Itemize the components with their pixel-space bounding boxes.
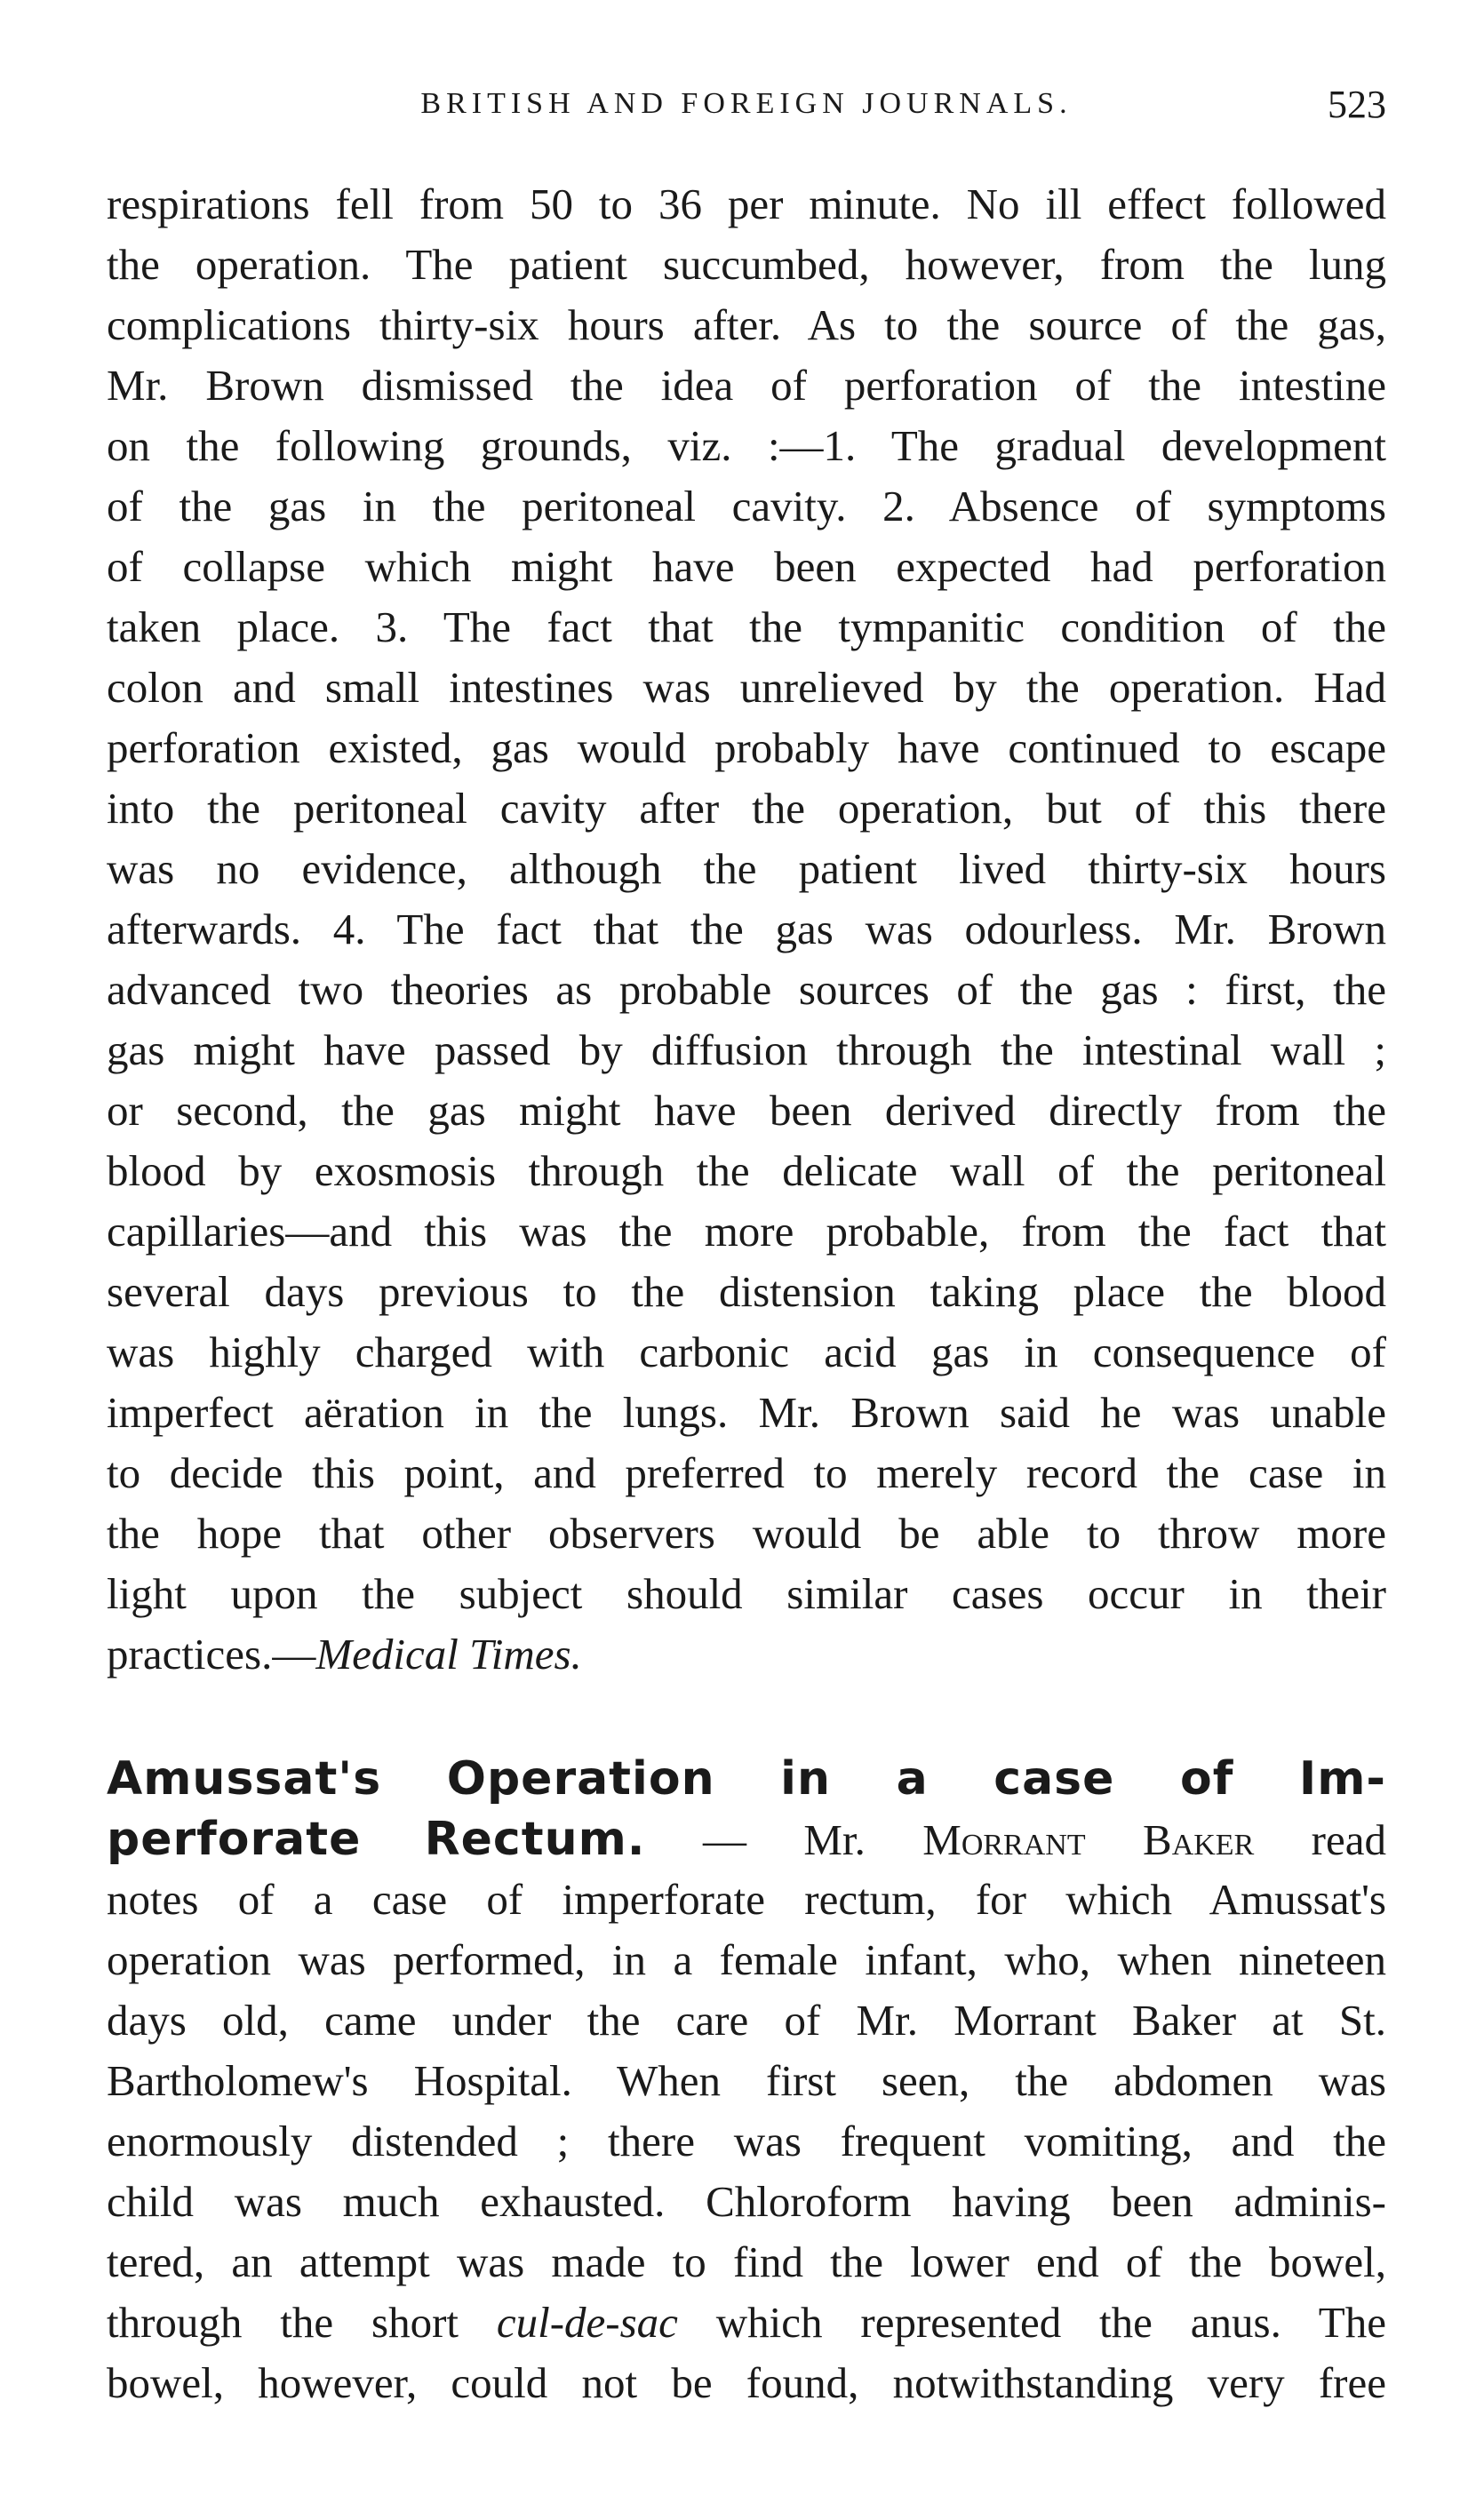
line-text-post: which represented the anus. The [677, 2298, 1386, 2347]
article-amussat-operation [107, 1749, 1386, 2413]
text-line: or second, the gas might have been derived directly from the [107, 1086, 1386, 1135]
text-line: several days previous to the distension taking place the blood [107, 1267, 1386, 1316]
body-text [107, 174, 1386, 2413]
text-line: on the following grounds, viz. :—1. The gradual development [107, 421, 1386, 470]
text-line: blood by exosmosis through the delicate wall of the peritoneal [107, 1146, 1386, 1195]
text-line: the hope that other observers would be able to throw more [107, 1509, 1386, 1558]
running-title: BRITISH AND FOREIGN JOURNALS. [420, 87, 1073, 120]
text-line: was highly charged with carbonic acid gas in consequence of [107, 1328, 1386, 1376]
text-line: imperfect aëration in the lungs. Mr. Brown said he was unable [107, 1388, 1386, 1437]
section-title-line [107, 1749, 1386, 1809]
after-author-text: read [1254, 1815, 1386, 1864]
text-line: perforation existed, gas would probably have continued to escape [107, 723, 1386, 772]
text-line: bowel, however, could not be found, notwithstanding very free [107, 2358, 1386, 2407]
running-header [107, 82, 1386, 135]
section-title-line-2 [107, 1809, 1386, 1870]
text-line: advanced two theories as probable sources of the gas : first, the [107, 965, 1386, 1014]
last-line-text: practices.— [107, 1630, 316, 1679]
text-line: of collapse which might have been expected had perforation [107, 542, 1386, 591]
text-line: light upon the subject should similar cases occur in their [107, 1569, 1386, 1618]
section-gap [107, 1685, 1386, 1749]
text-line: Mr. Brown dismissed the idea of perforation of the intestine [107, 361, 1386, 410]
text-line: the operation. The patient succumbed, however, from the lung [107, 240, 1386, 289]
text-line: complications thirty-six hours after. As to the source of the gas, [107, 300, 1386, 349]
text-line: into the peritoneal cavity after the operation, but of this there [107, 784, 1386, 833]
text-line: to decide this point, and preferred to merely record the case in [107, 1448, 1386, 1497]
text-line: operation was performed, in a female infant, who, when nineteen [107, 1935, 1386, 1984]
text-line: days old, came under the care of Mr. Morrant Baker at St. [107, 1996, 1386, 2045]
text-line: taken place. 3. The fact that the tympanitic condition of the [107, 602, 1386, 651]
text-line-last [107, 1624, 1386, 1685]
author-name: Morrant Baker [922, 1815, 1255, 1864]
source-citation: Medical Times. [315, 1630, 582, 1679]
page-number: 523 [1328, 83, 1386, 126]
text-line-cul-de-sac [107, 2293, 1386, 2353]
title-dash: — Mr. [645, 1815, 923, 1864]
text-line: notes of a case of imperforate rectum, for which Amussat's [107, 1875, 1386, 1924]
section-title-continued: perforate Rectum. [107, 1813, 646, 1866]
text-line: child was much exhausted. Chloroform having been adminis- [107, 2177, 1386, 2226]
text-line: colon and small intestines was unrelieved by the operation. Had [107, 663, 1386, 712]
text-line: respirations fell from 50 to 36 per minute. No ill effect followed [107, 179, 1386, 228]
text-line: of the gas in the peritoneal cavity. 2. Absence of symptoms [107, 482, 1386, 530]
text-line: tered, an attempt was made to find the lower end of the bowel, [107, 2237, 1386, 2286]
line-text-pre: through the short [107, 2298, 497, 2347]
text-line: enormously distended ; there was frequent vomiting, and the [107, 2117, 1386, 2165]
italic-term: cul-de-sac [496, 2298, 678, 2347]
text-line: afterwards. 4. The fact that the gas was odourless. Mr. Brown [107, 905, 1386, 953]
text-line: gas might have passed by diffusion through the intestinal wall ; [107, 1025, 1386, 1074]
text-line: Bartholomew's Hospital. When first seen, the abdomen was [107, 2056, 1386, 2105]
article-medical-times [107, 174, 1386, 1685]
section-title: Amussat's Operation in a case of Im- [107, 1752, 1386, 1806]
text-line: capillaries—and this was the more probable, from the fact that [107, 1207, 1386, 1256]
text-line: was no evidence, although the patient lived thirty-six hours [107, 844, 1386, 893]
